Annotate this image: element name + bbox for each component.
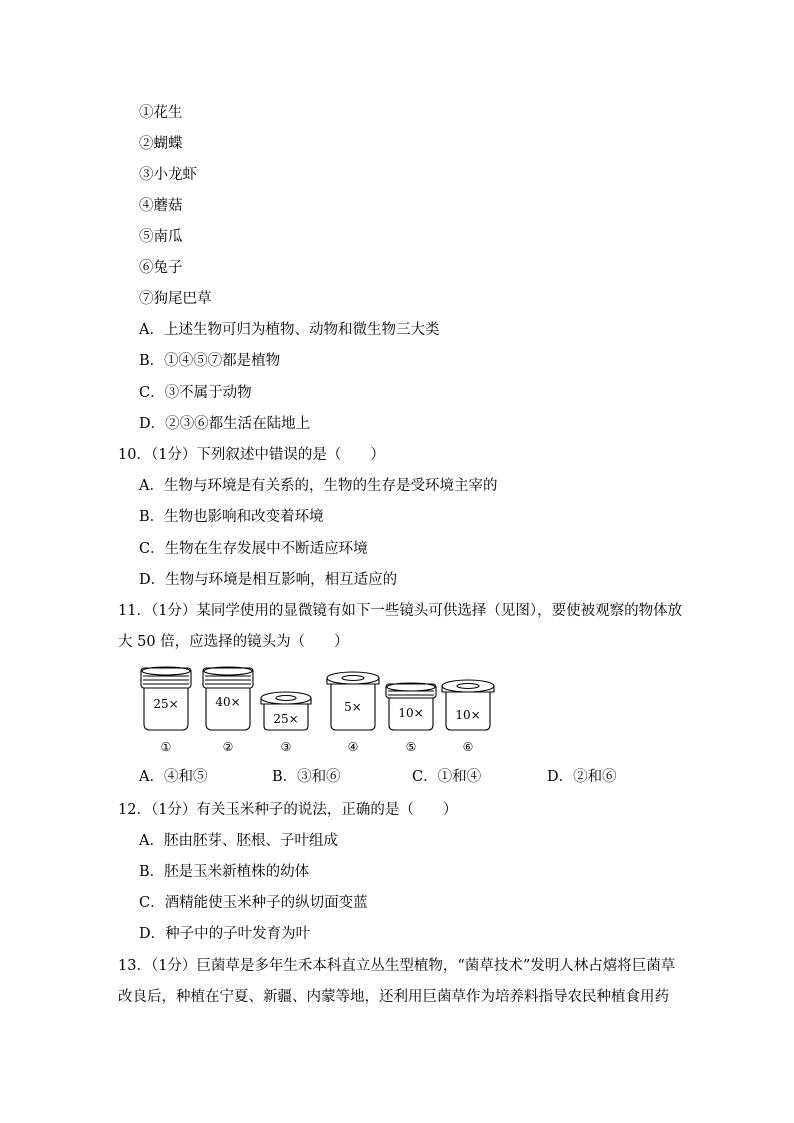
q13-line2: 改良后，种植在宁夏、新疆、内蒙等地，还利用巨菌草作为培养料指导农民种植食用药 [118,989,669,1005]
q12-stem: 12．（1分）有关玉米种子的说法，正确的是（ ） [118,802,458,818]
microscope-lenses-figure [136,662,506,758]
q13-line1: 13．（1分）巨菌草是多年生禾本科直立丛生型植物，“菌草技术”发明人林占熺将巨菌草 [118,958,676,974]
q10-option-a: A．生物与环境是有关系的，生物的生存是受环境主宰的 [139,478,498,494]
q10-stem: 10．（1分）下列叙述中错误的是（ ） [118,447,385,463]
lens-2-label: 40× [215,695,241,709]
lens-6-label: 10× [455,708,481,722]
q9-option-d: D．②③⑥都生活在陆地上 [139,416,311,432]
lens-1-number: ① [160,740,172,754]
lens-3-label: 25× [273,712,299,726]
q9-item: ①花生 [139,105,183,121]
lens-4-number: ④ [347,740,359,754]
lens-4 [327,672,379,754]
q12-option-d: D．种子中的子叶发育为叶 [139,926,311,942]
q11-option-d: D．②和⑥ [547,769,617,785]
q9-item: ④蘑菇 [139,198,183,214]
q11-option-b: B．③和⑥ [272,769,341,785]
q11-options [139,767,679,787]
lens-5-label: 10× [398,706,424,720]
q9-item: ②蝴蝶 [139,136,183,152]
q12-option-b: B．胚是玉米新植株的幼体 [139,864,310,880]
q9-item: ③小龙虾 [139,167,197,183]
q9-item: ⑦狗尾巴草 [139,291,212,307]
lens-5-number: ⑤ [405,740,417,754]
q9-option-c: C．③不属于动物 [139,385,252,401]
lens-3-number: ③ [280,740,292,754]
lens-1-label: 25× [153,697,179,711]
q12-option-c: C．酒精能使玉米种子的纵切面变蓝 [139,895,368,911]
q11-stem-line2: 大 50 倍，应选择的镜头为（ ） [118,634,349,650]
q10-option-d: D．生物与环境是相互影响，相互适应的 [139,572,398,588]
q10-option-c: C．生物在生存发展中不断适应环境 [139,541,368,557]
q12-option-a: A．胚由胚芽、胚根、子叶组成 [139,833,338,849]
q9-item: ⑥兔子 [139,260,183,276]
q11-option-a: A．④和⑤ [139,769,208,785]
q9-item: ⑤南瓜 [139,229,183,245]
lens-6 [442,680,494,754]
q11-stem-line1: 11．（1分）某同学使用的显微镜有如下一些镜头可供选择（见图），要使被观察的物体放 [118,603,683,619]
lens-3 [261,692,311,754]
lens-1 [141,667,191,754]
lens-6-number: ⑥ [462,740,474,754]
q10-option-b: B．生物也影响和改变着环境 [139,509,324,525]
lens-2 [203,667,253,754]
lens-2-number: ② [222,740,234,754]
q9-option-b: B．①④⑤⑦都是植物 [139,353,281,369]
q11-option-c: C．①和④ [412,769,482,785]
q9-option-a: A．上述生物可归为植物、动物和微生物三大类 [139,322,440,338]
lens-4-label: 5× [344,700,362,714]
lens-5 [386,683,436,754]
